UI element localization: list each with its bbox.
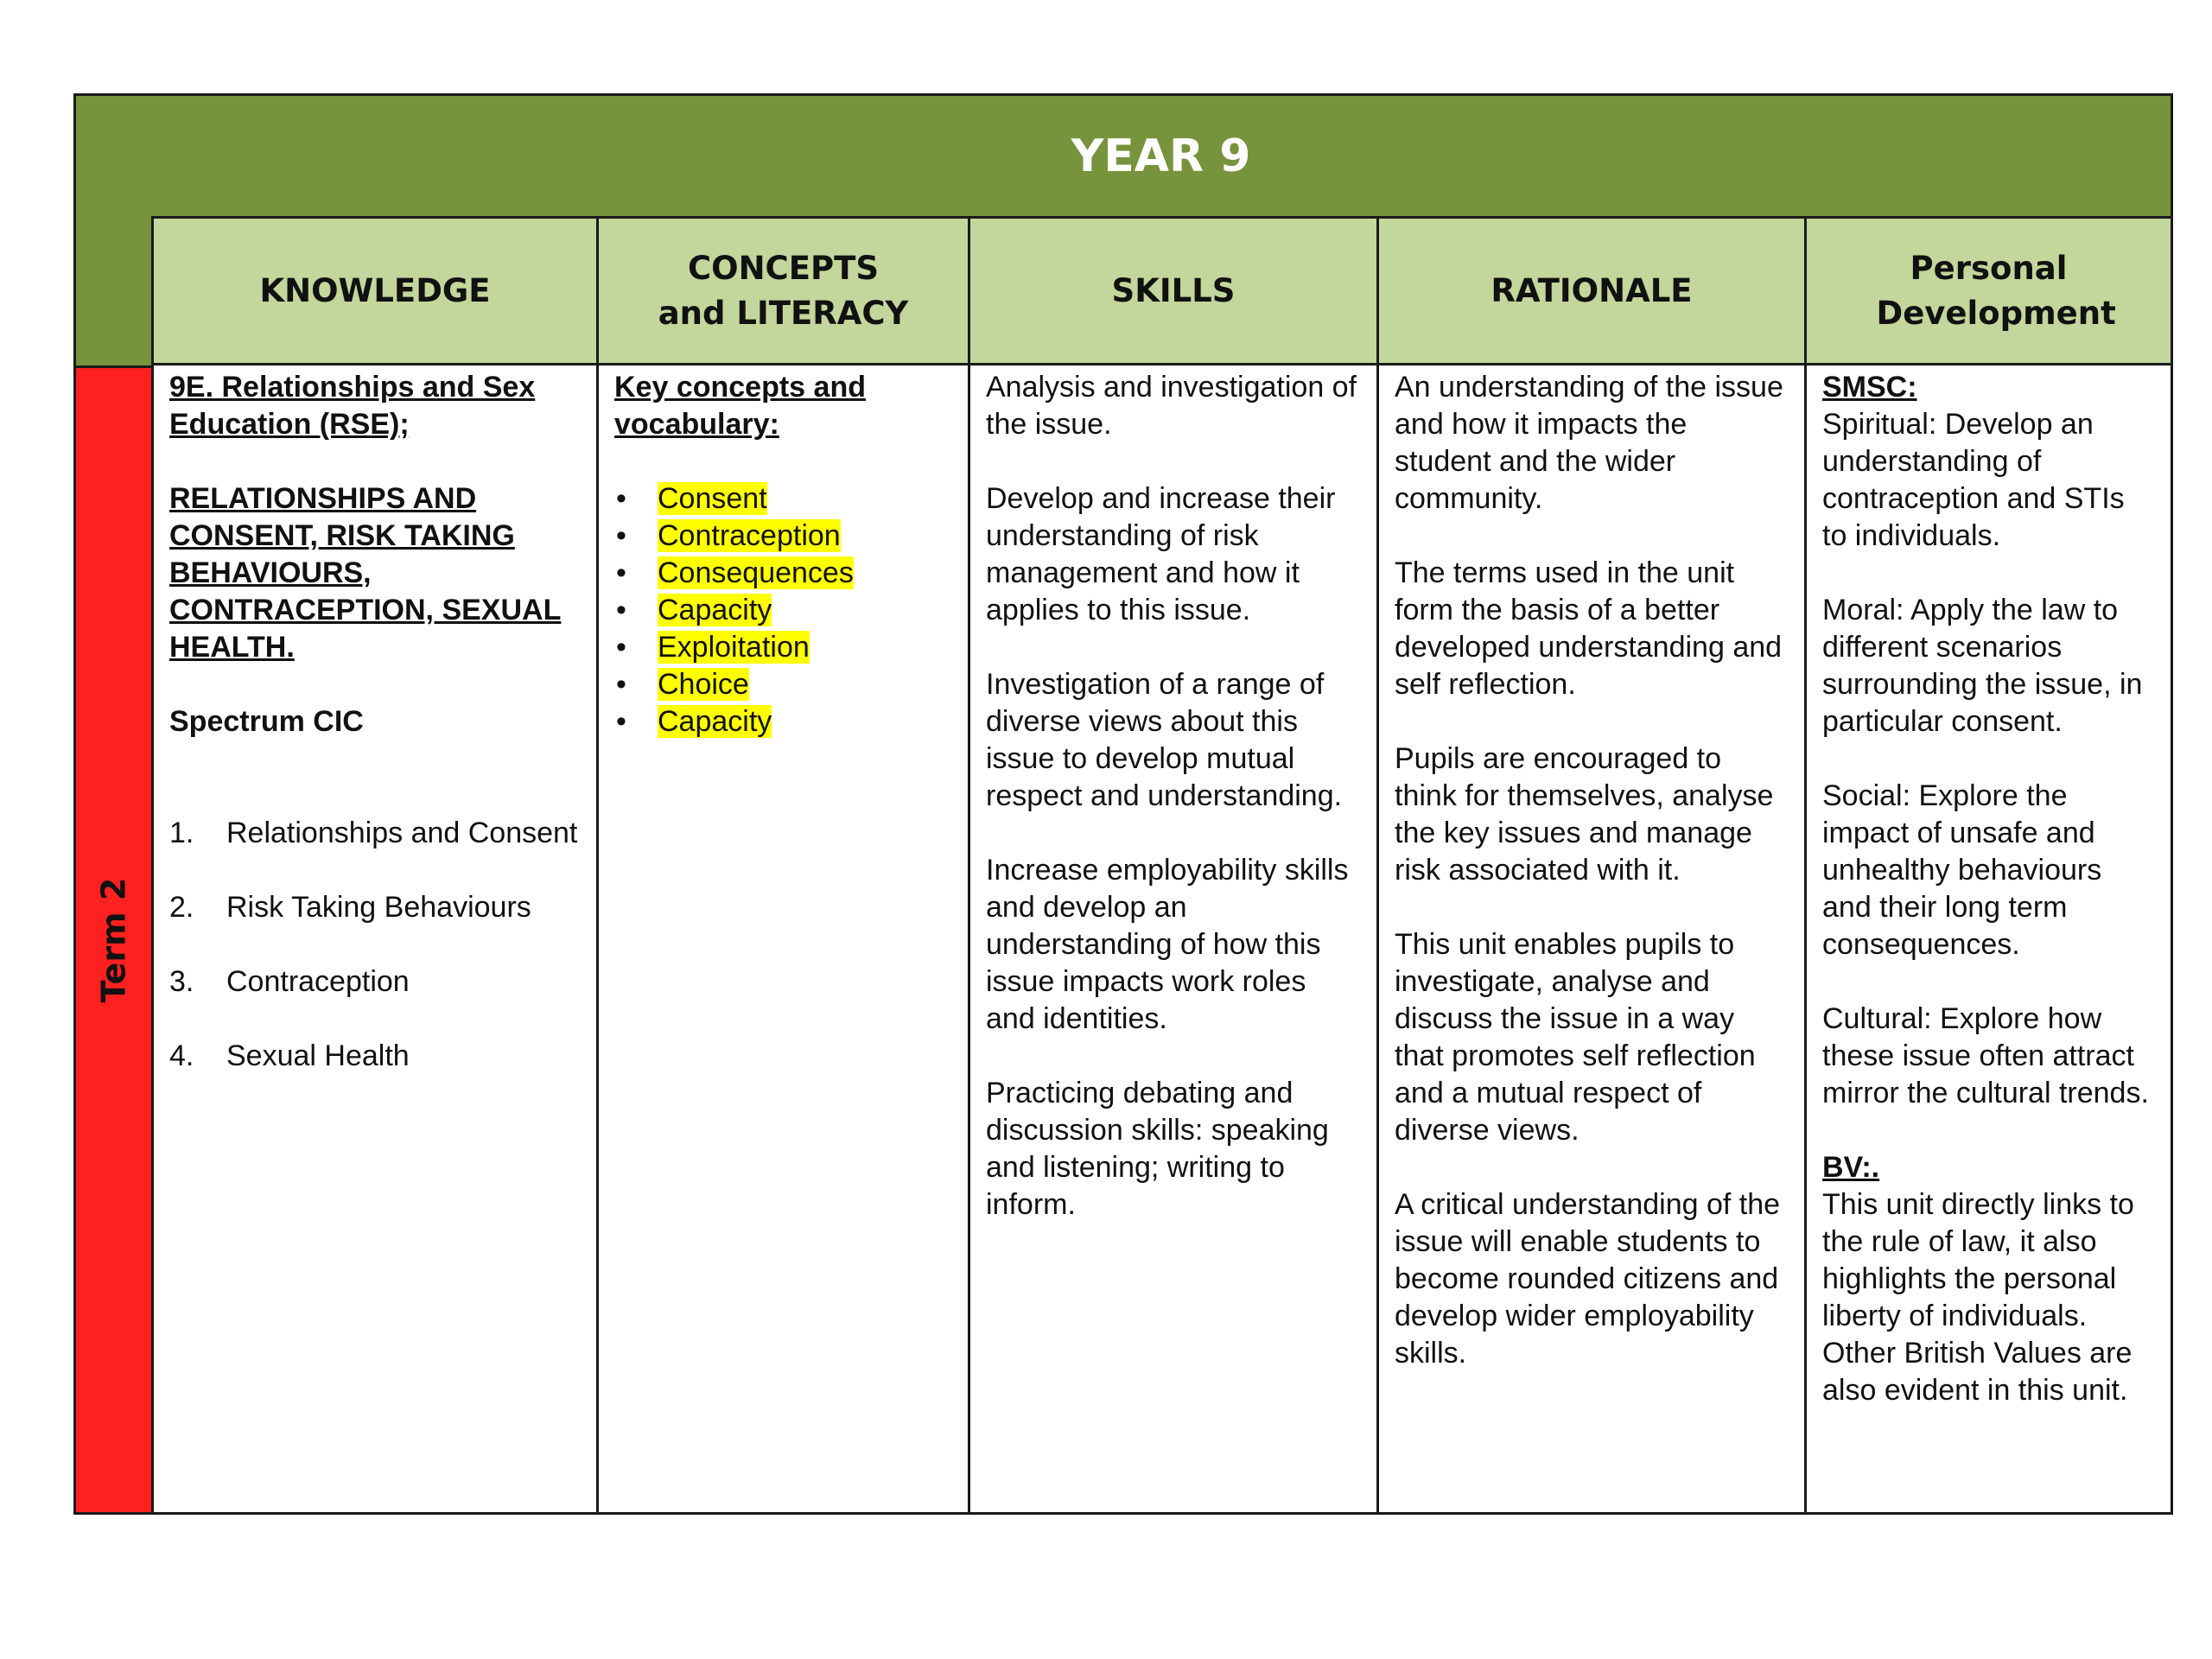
- list-text: Sexual Health: [226, 1039, 410, 1072]
- vocabulary-list: [614, 480, 952, 741]
- bv-heading: BV:.: [1822, 1151, 1880, 1184]
- spiritual-text: Spiritual: Develop an understanding of contraception and STIs to individuals.: [1822, 408, 2125, 552]
- list-item: [614, 703, 952, 741]
- smsc-heading: SMSC:: [1822, 371, 1917, 404]
- skills-paragraph: Increase employability skills and develop an understanding of how this issue impacts work roles and identities.: [986, 854, 1349, 1035]
- header-concepts: [596, 219, 968, 365]
- vocab-term: Capacity: [658, 705, 772, 738]
- list-item: [614, 518, 952, 555]
- list-number: 2.: [169, 891, 194, 924]
- concepts-cell: [596, 365, 968, 1512]
- rationale-cell: [1376, 365, 1804, 1512]
- list-number: 1.: [169, 817, 194, 849]
- unit-title: 9E. Relationships and Sex Education (RSE);: [169, 371, 536, 441]
- bullet-icon: •: [616, 631, 626, 664]
- list-item: [169, 889, 581, 926]
- page-title: YEAR 9: [1071, 130, 1251, 182]
- rationale-paragraph: This unit enables pupils to investigate, analyse and discuss the issue in a way that promotes self reflection and a mutual respect of diverse views.: [1395, 928, 1756, 1147]
- header-knowledge: KNOWLEDGE: [151, 219, 596, 365]
- list-item: [614, 629, 952, 666]
- curriculum-table: [73, 93, 2173, 1515]
- moral-text: Moral: Apply the law to different scenarios surrounding the issue, in particular consent.: [1822, 594, 2143, 738]
- vocab-term: Capacity: [658, 594, 772, 626]
- knowledge-cell: [151, 365, 596, 1512]
- header-skills: SKILLS: [968, 219, 1376, 365]
- header-personal-text: Personal Development: [1876, 249, 2116, 332]
- list-item: [614, 666, 952, 703]
- skills-paragraph: Develop and increase their understanding of risk management and how it applies to this issue.: [986, 482, 1336, 626]
- list-item: [169, 1038, 581, 1075]
- term-label: Term 2: [94, 877, 133, 1003]
- rationale-paragraph: Pupils are encouraged to think for themselves, analyse the key issues and manage risk associated with it.: [1395, 742, 1774, 887]
- bullet-icon: •: [616, 556, 626, 589]
- skills-paragraph: Analysis and investigation of the issue.: [986, 371, 1357, 441]
- list-text: Relationships and Consent: [226, 817, 578, 849]
- vocab-term: Choice: [658, 668, 749, 701]
- social-text: Social: Explore the impact of unsafe and unhealthy behaviours and their long term consequences.: [1822, 779, 2102, 961]
- list-item: [169, 815, 581, 852]
- bv-text: This unit directly links to the rule of law, it also highlights the personal liberty of individuals. Other British Values are also evident in this unit.: [1822, 1188, 2134, 1407]
- corner-cell: [73, 93, 151, 365]
- header-rationale: RATIONALE: [1376, 219, 1804, 365]
- bullet-icon: •: [616, 519, 626, 552]
- topic-list: [169, 815, 581, 1075]
- vocab-term: Contraception: [658, 519, 841, 552]
- term-column: [73, 365, 151, 1515]
- list-number: 4.: [169, 1039, 194, 1072]
- vocab-term: Exploitation: [658, 631, 810, 664]
- header-personal-development: [1804, 219, 2171, 365]
- list-item: [614, 555, 952, 592]
- vocab-term: Consent: [658, 482, 767, 515]
- list-item: [614, 592, 952, 629]
- list-item: [169, 963, 581, 1001]
- title-bar: [151, 93, 2173, 219]
- cultural-text: Cultural: Explore how these issue often attract mirror the cultural trends.: [1822, 1002, 2149, 1109]
- vocab-term: Consequences: [658, 556, 854, 589]
- header-concepts-text: CONCEPTS and LITERACY: [658, 249, 909, 332]
- skills-cell: [968, 365, 1376, 1512]
- skills-paragraph: Practicing debating and discussion skills: speaking and listening; writing to inform.: [986, 1077, 1329, 1221]
- personal-development-cell: [1804, 365, 2171, 1512]
- list-number: 3.: [169, 965, 194, 998]
- rationale-paragraph: An understanding of the issue and how it impacts the student and the wider community.: [1395, 371, 1783, 515]
- concepts-heading: Key concepts and vocabulary:: [614, 371, 866, 441]
- provider-name: Spectrum CIC: [169, 705, 364, 738]
- bullet-icon: •: [616, 668, 626, 701]
- content-grid: [151, 219, 2173, 1515]
- rationale-paragraph: A critical understanding of the issue will enable students to become rounded citizens and develop wider employability skills.: [1395, 1188, 1781, 1370]
- list-text: Risk Taking Behaviours: [226, 891, 531, 924]
- list-text: Contraception: [226, 965, 410, 998]
- rationale-paragraph: The terms used in the unit form the basis of a better developed understanding and self reflection.: [1395, 556, 1783, 701]
- bullet-icon: •: [616, 594, 626, 626]
- bullet-icon: •: [616, 705, 626, 738]
- list-item: [614, 480, 952, 518]
- unit-topics: RELATIONSHIPS AND CONSENT, RISK TAKING BEHAVIOURS, CONTRACEPTION, SEXUAL HEALTH.: [169, 482, 562, 664]
- skills-paragraph: Investigation of a range of diverse views about this issue to develop mutual respect and understanding.: [986, 668, 1343, 812]
- bullet-icon: •: [616, 482, 626, 515]
